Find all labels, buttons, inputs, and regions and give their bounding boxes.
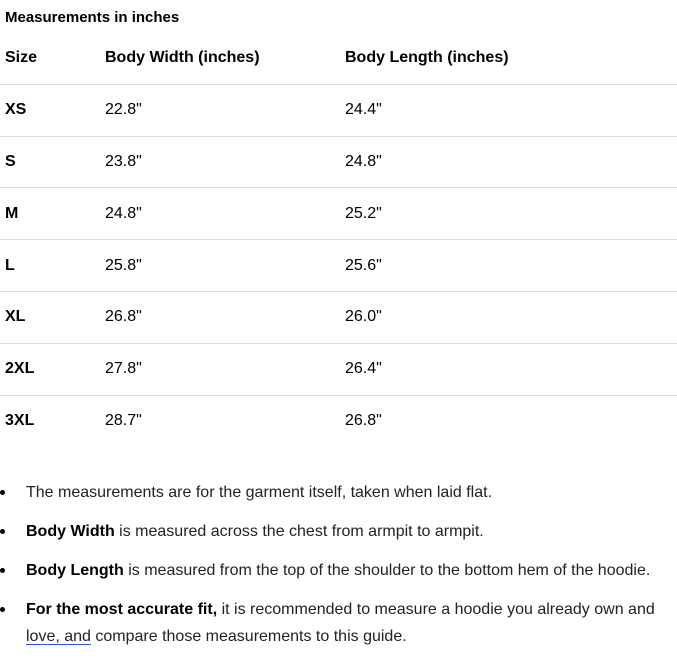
body-width-cell: 27.8" — [105, 360, 142, 378]
love-link[interactable]: love, and — [26, 628, 91, 645]
list-item — [0, 479, 677, 506]
size-cell: 3XL — [5, 412, 35, 430]
body-width-cell: 24.8" — [105, 204, 142, 222]
table-row — [0, 85, 677, 137]
table-header-row — [0, 33, 677, 85]
note-text: is measured from the top of the shoulder to the bottom hem of the hoodie. — [123, 562, 651, 579]
header-size: Size — [5, 49, 38, 67]
note-text: it is recommended to measure a hoodie you already own and — [217, 601, 655, 618]
table-row — [0, 137, 677, 189]
body-length-cell: 26.4" — [345, 360, 382, 378]
list-item — [0, 557, 677, 584]
note-bold-term: Body Width — [26, 523, 115, 540]
bullet-icon — [0, 568, 5, 573]
body-width-cell: 28.7" — [105, 412, 142, 430]
size-cell: XL — [5, 308, 26, 326]
list-item — [0, 596, 677, 650]
size-cell: L — [5, 256, 15, 274]
body-width-cell: 26.8" — [105, 308, 142, 326]
table-row — [0, 188, 677, 240]
size-cell: XS — [5, 101, 27, 119]
header-body-width: Body Width (inches) — [105, 49, 260, 67]
body-width-cell: 23.8" — [105, 152, 142, 170]
note-bold-term: Body Length — [26, 562, 124, 579]
size-cell: M — [5, 204, 19, 222]
table-row — [0, 292, 677, 344]
bullet-icon — [0, 607, 5, 612]
table-row — [0, 344, 677, 396]
note-bold-term: For the most accurate fit, — [26, 601, 218, 618]
header-body-length: Body Length (inches) — [345, 49, 509, 67]
bullet-icon — [0, 490, 5, 495]
body-width-cell: 25.8" — [105, 256, 142, 274]
size-cell: 2XL — [5, 360, 35, 378]
note-text-after: compare those measurements to this guide. — [90, 628, 407, 645]
measurement-notes-list — [0, 479, 677, 650]
list-item — [0, 518, 677, 545]
body-length-cell: 26.0" — [345, 308, 382, 326]
bullet-icon — [0, 529, 5, 534]
table-row — [0, 396, 677, 448]
body-length-cell: 25.2" — [345, 204, 382, 222]
body-length-cell: 24.4" — [345, 101, 382, 119]
size-cell: S — [5, 152, 16, 170]
size-chart-table — [0, 33, 677, 447]
note-text: is measured across the chest from armpit to armpit. — [114, 523, 484, 540]
table-row — [0, 240, 677, 292]
body-length-cell: 26.8" — [345, 412, 382, 430]
body-width-cell: 22.8" — [105, 101, 142, 119]
note-text: The measurements are for the garment itself, taken when laid flat. — [26, 484, 493, 501]
body-length-cell: 25.6" — [345, 256, 382, 274]
page-title: Measurements in inches — [5, 9, 180, 26]
body-length-cell: 24.8" — [345, 152, 382, 170]
